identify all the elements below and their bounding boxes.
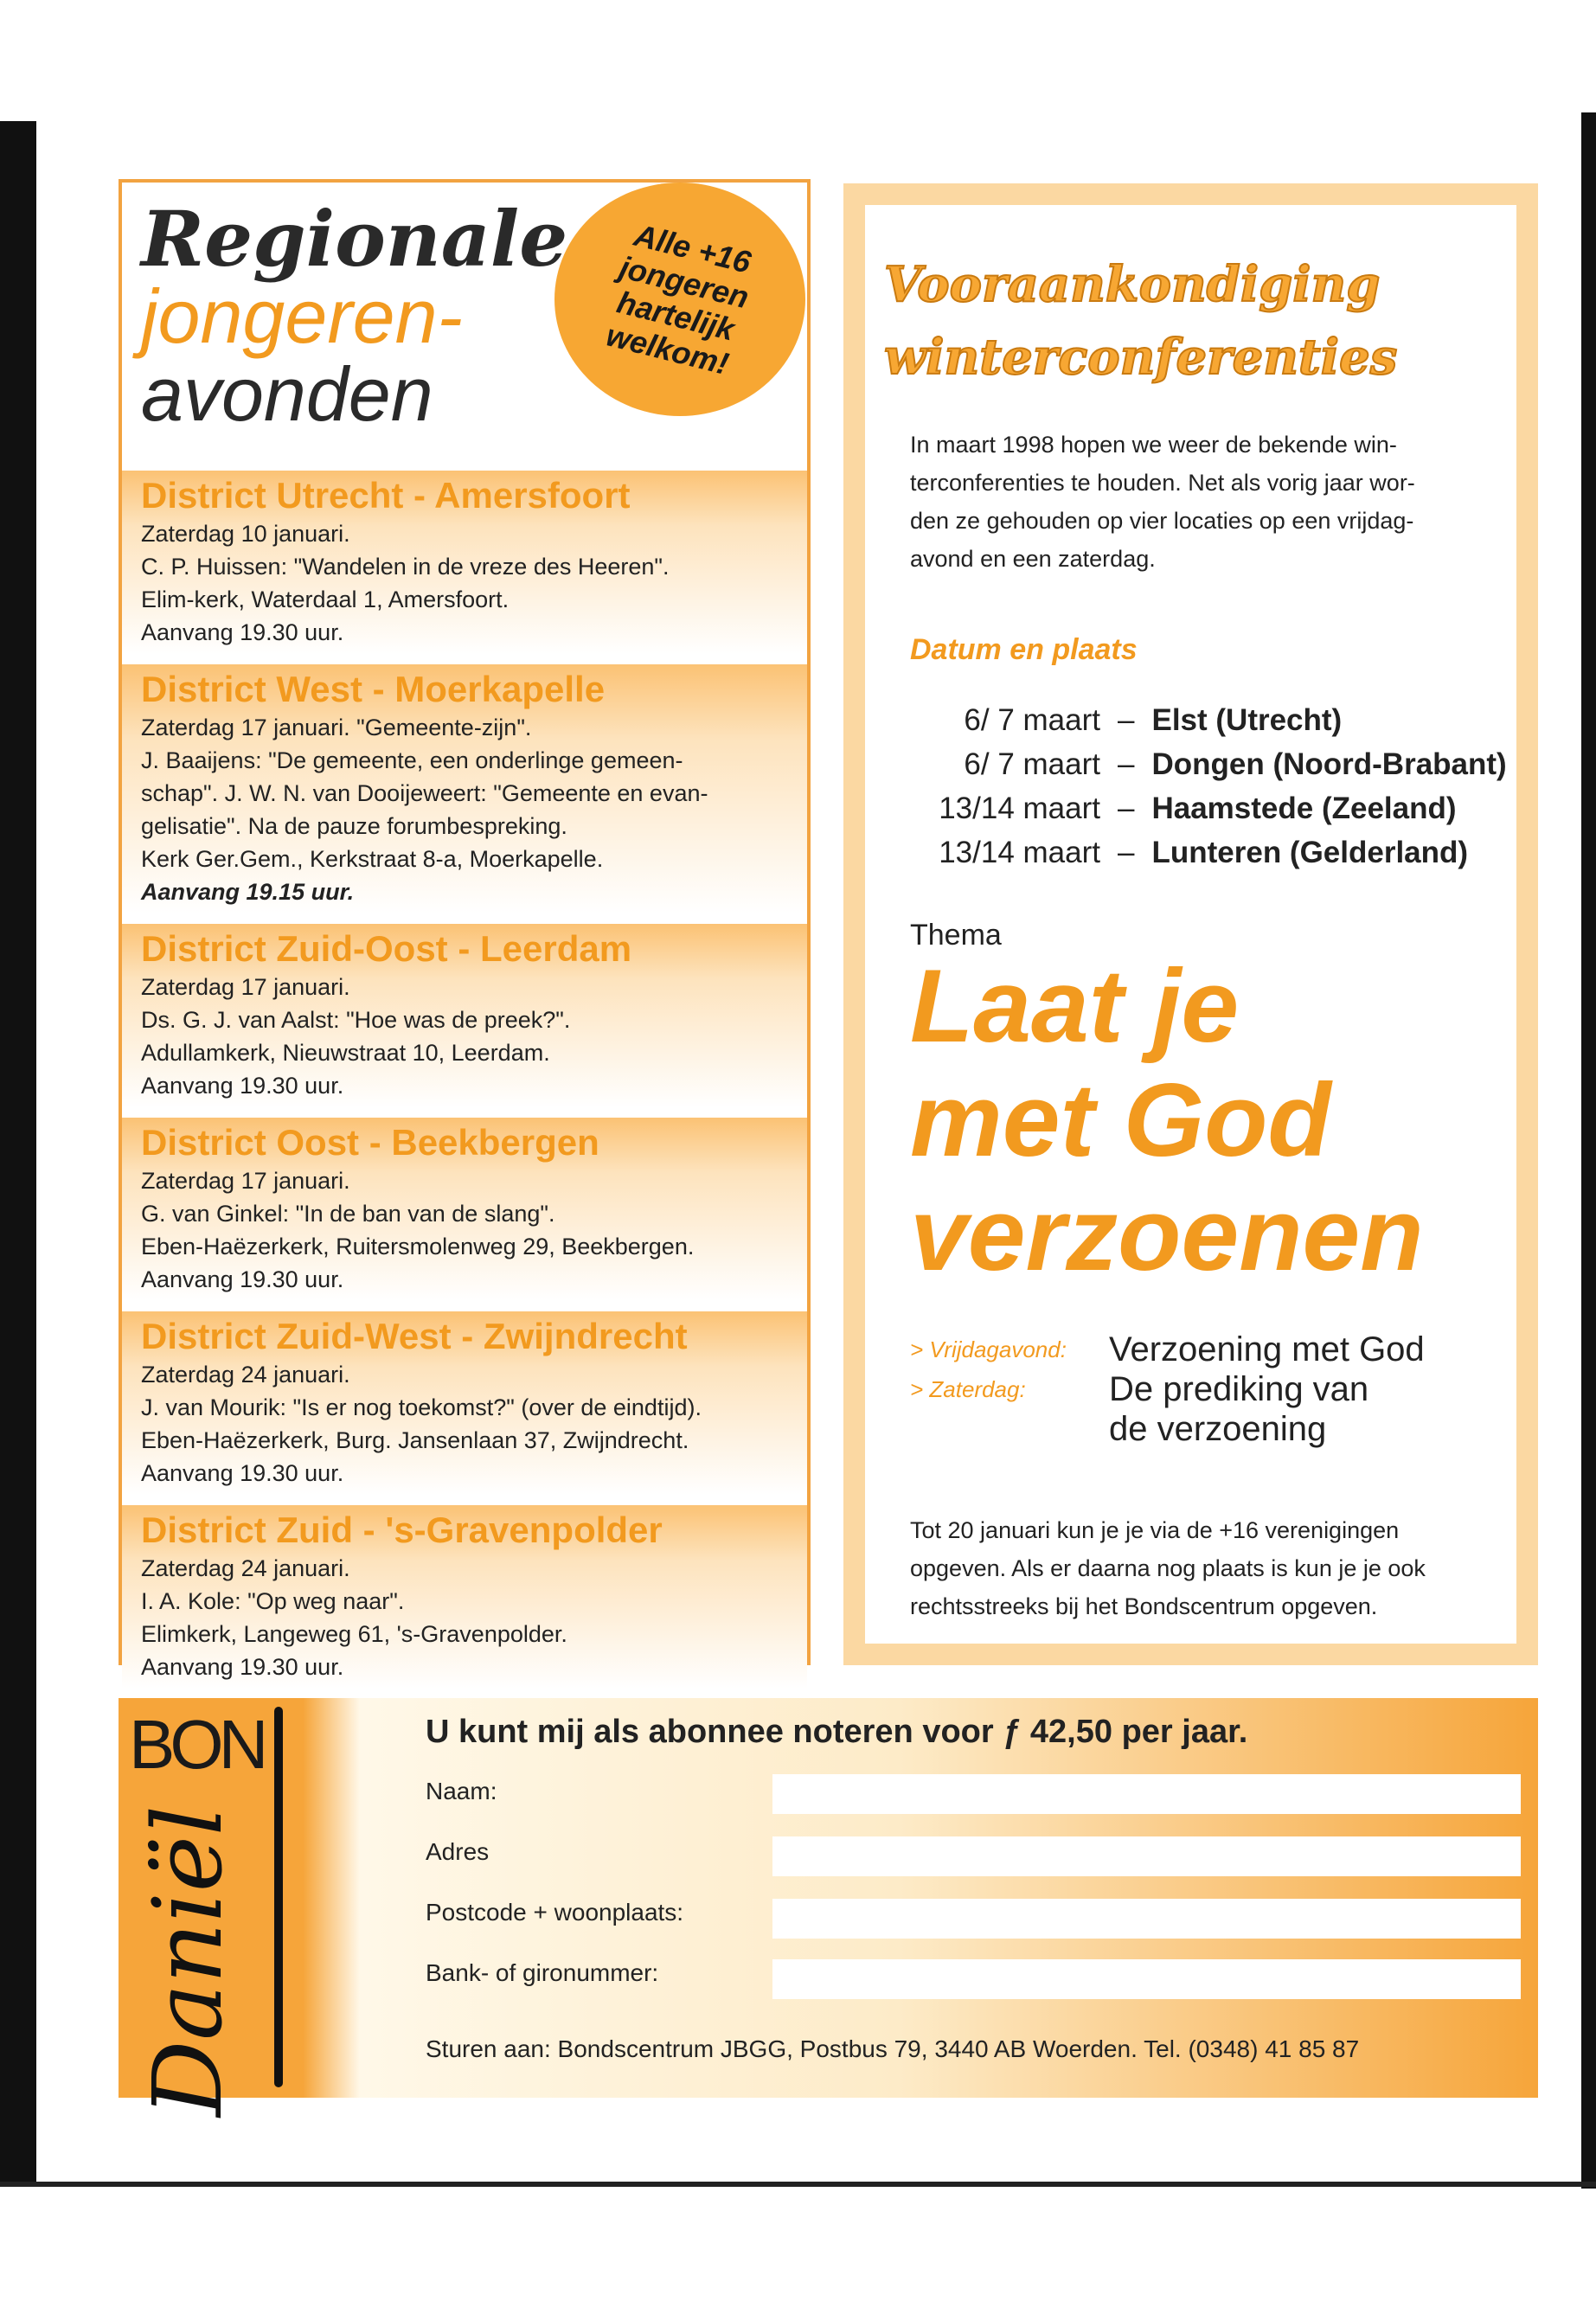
date-row (910, 698, 1507, 742)
paragraph-line: den ze gehouden op vier locaties op een vrijdag- (910, 508, 1414, 534)
district-line: Aanvang 19.30 uur. (141, 1266, 344, 1292)
place: Lunteren (Gelderland) (1151, 836, 1469, 869)
district-line: Eben-Haëzerkerk, Ruitersmolenweg 29, Beekbergen. (141, 1234, 695, 1259)
title-line: Vooraankondiging (884, 256, 1381, 313)
program (910, 1330, 1425, 1449)
program-value: Verzoening met God (1109, 1330, 1425, 1368)
district-line: Zaterdag 17 januari. (141, 1168, 350, 1194)
district-line: schap". J. W. N. van Dooijeweert: "Gemeente en evan- (141, 780, 708, 806)
dash: – (1118, 703, 1135, 737)
logo-divider (274, 1707, 283, 2087)
district-line: Aanvang 19.15 uur. (141, 879, 355, 905)
district-line: Aanvang 19.30 uur. (141, 1073, 344, 1099)
district-heading: District Zuid-West - Zwijndrecht (141, 1316, 688, 1356)
logo-daniel: Daniël (132, 1804, 243, 2117)
scan-edge-left (0, 121, 36, 2187)
logo-bon: BON (129, 1706, 264, 1783)
district-section (122, 664, 807, 913)
district-line: J. van Mourik: "Is er nog toekomst?" (over de eindtijd). (141, 1394, 702, 1420)
district-section (122, 924, 807, 1107)
place: Elst (Utrecht) (1151, 703, 1343, 737)
district-line: Elimkerk, Langeweg 61, 's-Gravenpolder. (141, 1621, 567, 1647)
program-label: > Zaterdag: (910, 1376, 1026, 1402)
badge-text: Alle +16 jongeren hartelijk welkom! (602, 216, 755, 382)
dash: – (1118, 792, 1135, 825)
district-line: Zaterdag 24 januari. (141, 1362, 350, 1388)
address-field[interactable] (772, 1836, 1521, 1876)
postcode-field[interactable] (772, 1899, 1521, 1939)
date: 13/14 maart (939, 836, 1100, 869)
district-section (122, 1505, 807, 1689)
district-heading: District Zuid - 's-Gravenpolder (141, 1509, 663, 1550)
paragraph-line: In maart 1998 hopen we weer de bekende win- (910, 432, 1397, 458)
district-section (122, 1311, 807, 1495)
program-value: De prediking van (1109, 1370, 1369, 1408)
name-label: Naam: (426, 1778, 497, 1804)
district-line: Kerk Ger.Gem., Kerkstraat 8-a, Moerkapelle. (141, 846, 604, 872)
district-heading: District Oost - Beekbergen (141, 1122, 599, 1163)
title-line: jongeren- (141, 273, 463, 359)
title-line: avonden (141, 351, 433, 437)
title-line: winterconferenties (884, 329, 1398, 386)
winter-conference-box (843, 183, 1538, 1665)
district-line: I. A. Kole: "Op weg naar". (141, 1588, 405, 1614)
district-line: Ds. G. J. van Aalst: "Hoe was de preek?". (141, 1007, 571, 1033)
date-row (910, 786, 1507, 830)
district-section (122, 1118, 807, 1301)
date-row (910, 742, 1507, 786)
subscription-coupon (119, 1698, 1538, 2117)
district-line: Aanvang 19.30 uur. (141, 1460, 344, 1486)
district-line: gelisatie". Na de pauze forumbespreking. (141, 813, 567, 839)
district-line: Elim-kerk, Waterdaal 1, Amersfoort. (141, 586, 510, 612)
district-line: Aanvang 19.30 uur. (141, 1654, 344, 1680)
district-heading: District West - Moerkapelle (141, 669, 606, 709)
send-to-address: Sturen aan: Bondscentrum JBGG, Postbus 79, 3440 AB Woerden. Tel. (0348) 41 85 87 (426, 2035, 1360, 2062)
program-value: de verzoening (1109, 1410, 1327, 1448)
date: 6/ 7 maart (964, 703, 1100, 737)
theme-label: Thema (910, 919, 1002, 952)
paragraph-line: opgeven. Als er daarna nog plaats is kun je je ook (910, 1555, 1426, 1581)
district-line: Eben-Haëzerkerk, Burg. Jansenlaan 37, Zwijndrecht. (141, 1427, 689, 1453)
theme-line: verzoenen (910, 1176, 1424, 1292)
theme-line: met God (910, 1062, 1331, 1178)
coupon-title: U kunt mij als abonnee noteren voor ƒ 42,50 per jaar. (426, 1714, 1248, 1750)
title-line: Regionale (141, 194, 568, 284)
date: 13/14 maart (939, 792, 1100, 825)
bank-field[interactable] (772, 1959, 1521, 1999)
regional-youth-evenings-box (119, 179, 811, 1680)
paragraph-line: Tot 20 januari kun je je via de +16 verenigingen (910, 1517, 1400, 1543)
date: 6/ 7 maart (964, 747, 1100, 781)
district-list (122, 471, 807, 1689)
bank-label: Bank- of gironummer: (426, 1959, 659, 1986)
district-line: G. van Ginkel: "In de ban van de slang". (141, 1201, 555, 1227)
intro-paragraph (910, 426, 1415, 578)
scan-edge-right (1581, 112, 1596, 2189)
district-line: J. Baaijens: "De gemeente, een onderlinge gemeen- (141, 747, 683, 773)
district-line: Aanvang 19.30 uur. (141, 619, 344, 645)
announcement-title (884, 248, 1397, 394)
dash: – (1118, 747, 1135, 781)
name-field[interactable] (772, 1774, 1521, 1814)
district-heading: District Zuid-Oost - Leerdam (141, 928, 632, 969)
paragraph-line: rechtsstreeks bij het Bondscentrum opgeven. (910, 1593, 1378, 1619)
postcode-label: Postcode + woonplaats: (426, 1899, 684, 1926)
address-label: Adres (426, 1838, 490, 1865)
dates-heading: Datum en plaats (910, 633, 1138, 666)
dates-list (910, 698, 1507, 875)
place: Haamstede (Zeeland) (1151, 792, 1457, 825)
left-title (141, 194, 568, 437)
theme-line: Laat je (910, 948, 1240, 1064)
district-line: C. P. Huissen: "Wandelen in de vreze des Heeren". (141, 554, 670, 580)
paragraph-line: terconferenties te houden. Net als vorig jaar wor- (910, 470, 1415, 496)
dash: – (1118, 836, 1135, 869)
district-heading: District Utrecht - Amersfoort (141, 475, 631, 516)
district-line: Zaterdag 17 januari. "Gemeente-zijn". (141, 715, 532, 740)
district-line: Zaterdag 10 januari. (141, 521, 350, 547)
theme-title (910, 949, 1424, 1292)
outro-paragraph (910, 1511, 1426, 1625)
paragraph-line: avond en een zaterdag. (910, 546, 1156, 572)
welcome-badge (554, 183, 805, 416)
district-line: Zaterdag 17 januari. (141, 974, 350, 1000)
date-row (910, 830, 1507, 875)
district-section (122, 471, 807, 654)
scan-edge-bottom (0, 2182, 1596, 2187)
place: Dongen (Noord-Brabant) (1151, 747, 1507, 781)
district-line: Adullamkerk, Nieuwstraat 10, Leerdam. (141, 1040, 550, 1066)
program-label: > Vrijdagavond: (910, 1336, 1067, 1362)
district-line: Zaterdag 24 januari. (141, 1555, 350, 1581)
